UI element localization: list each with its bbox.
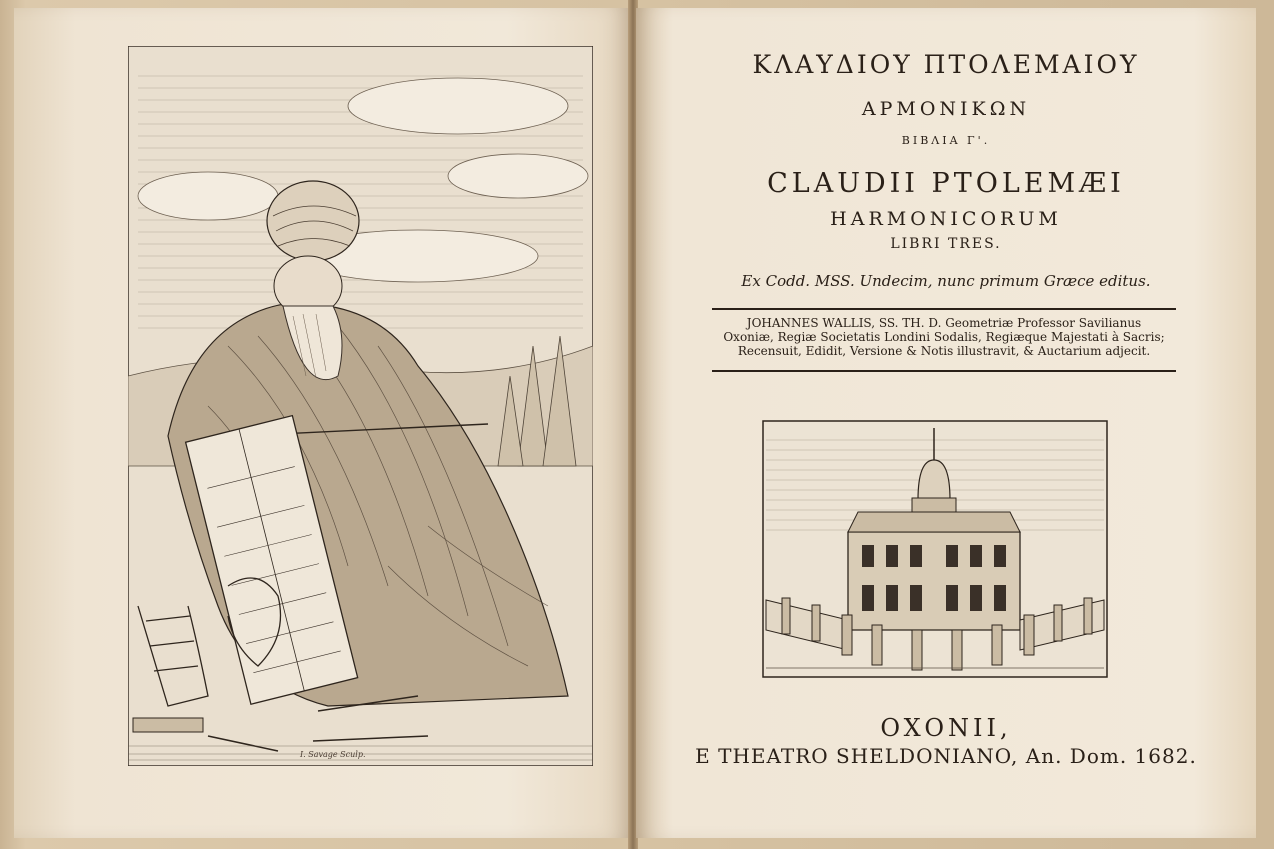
editor-line: JOHANNES WALLIS, SS. TH. D. Geometriæ Professor Savilianus — [746, 316, 1142, 330]
imprint-city: OXONII, — [880, 714, 1012, 742]
latin-author: CLAUDII PTOLEMÆI — [767, 168, 1125, 199]
rule-bottom — [712, 370, 1176, 372]
latin-title: HARMONICORUM — [830, 208, 1062, 230]
rule-top — [712, 308, 1176, 310]
frontispiece-engraving — [128, 46, 593, 766]
imprint-press: E THEATRO SHELDONIANO, An. Dom. 1682. — [695, 744, 1197, 768]
greek-books: ΒΙΒΛΙΑ Γ'. — [901, 134, 991, 147]
edition-note: Ex Codd. MSS. Undecim, nunc primum Græce editus. — [741, 272, 1151, 290]
editor-line: Oxoniæ, Regiæ Societatis Londini Sodalis, Regiæque Majestati à Sacris; — [723, 330, 1165, 344]
editor-block — [712, 316, 1176, 358]
greek-title: ΑΡΜΟΝΙΚΩΝ — [861, 98, 1031, 120]
latin-books: LIBRI TRES. — [890, 236, 1002, 252]
editor-line: Recensuit, Edidit, Versione & Notis illustravit, & Auctarium adjecit. — [737, 344, 1151, 358]
sheldonian-theatre-vignette — [762, 420, 1108, 678]
greek-author: ΚΛΑΥΔΙΟΥ ΠΤΟΛΕΜΑΙΟΥ — [752, 50, 1140, 79]
engraver-signature: I. Savage Sculp. — [300, 750, 366, 759]
